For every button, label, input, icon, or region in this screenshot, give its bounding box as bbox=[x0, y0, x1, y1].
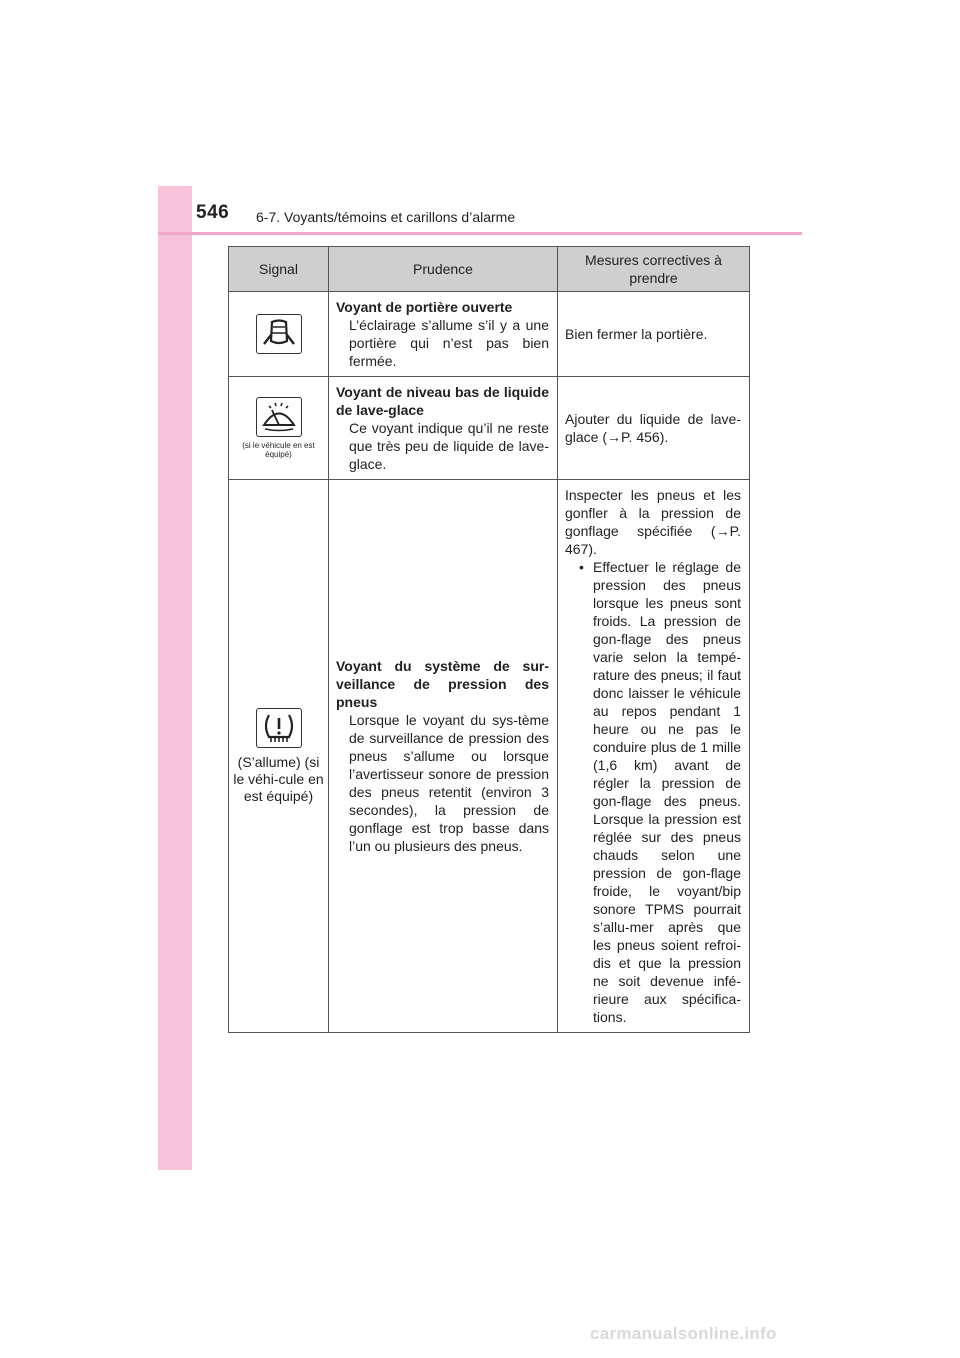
table-row bbox=[229, 292, 750, 377]
caution-title: Voyant du système de sur-veillance de pression des pneus bbox=[336, 658, 549, 710]
section-title: 6-7. Voyants/témoins et carillons d’alarme bbox=[256, 209, 516, 225]
column-header-actions: Mesures correctives à prendre bbox=[558, 247, 750, 292]
action-cell bbox=[558, 377, 750, 480]
pink-margin-band bbox=[158, 186, 192, 1170]
caution-text: Ce voyant indique qu’il ne reste que très peu de liquide de lave-glace. bbox=[349, 420, 549, 472]
signal-cell bbox=[229, 292, 329, 377]
signal-note: (S’allume) (si le véhi-cule en est équipé) bbox=[233, 753, 324, 804]
tire-pressure-warning-icon bbox=[256, 708, 302, 748]
watermark: carmanualsonline.info bbox=[590, 1324, 777, 1343]
prudence-cell bbox=[329, 480, 558, 1033]
caution-title: Voyant de niveau bas de liquide de lave-glace bbox=[336, 384, 549, 418]
warning-lights-table bbox=[228, 246, 750, 1033]
action-cell bbox=[558, 292, 750, 377]
prudence-cell bbox=[329, 292, 558, 377]
signal-note: (si le véhicule en est équipé) bbox=[242, 441, 315, 459]
low-washer-fluid-icon bbox=[256, 397, 302, 437]
table-row bbox=[229, 377, 750, 480]
prudence-cell bbox=[329, 377, 558, 480]
caution-text: Lorsque le voyant du sys-tème de surveillance de pression des pneus s’allume ou lorsque l’avertisseur sonore de pression des pneus retentit (environ 3 secondes), la pression de gonflage est trop basse dans l’un ou plusieurs des pneus. bbox=[349, 712, 549, 854]
action-cell bbox=[558, 480, 750, 1033]
action-bullet-text: Effectuer le réglage de pression des pneus lorsque les pneus sont froids. La pression de gon-flage des pneus varie selon la tempé-rature des pneus; il faut donc laisser le véhicule au repos pendant 1 heure ou ne pas le conduire plus de 1 mille (1,6 km) avant de régler la pression de gon-flage des pneus. Lorsque la pression est réglée sur des pneus chauds selon une pression de gon-flage froide, le voyant/bip sonore TPMS pourrait s’allu-mer après que les pneus soient refroi-dis et que la pression ne soit devenue infé-rieure aux spécifica-tions. bbox=[593, 559, 741, 1025]
action-bullet bbox=[565, 558, 741, 1026]
table-row bbox=[229, 480, 750, 1033]
door-open-warning-icon bbox=[256, 314, 302, 354]
signal-cell bbox=[229, 377, 329, 480]
header-rule bbox=[158, 232, 802, 235]
caution-text: L’éclairage s’allume s’il y a une portière qui n’est pas bien fermée. bbox=[349, 317, 549, 369]
column-header-signal: Signal bbox=[229, 247, 329, 292]
caution-title: Voyant de portière ouverte bbox=[336, 299, 513, 315]
table-header-row bbox=[229, 247, 750, 292]
bullet-marker: • bbox=[579, 559, 584, 575]
column-header-prudence: Prudence bbox=[329, 247, 558, 292]
action-text: Bien fermer la portière. bbox=[565, 326, 708, 342]
signal-cell bbox=[229, 480, 329, 1033]
action-text: Ajouter du liquide de lave-glace (→P. 456). bbox=[565, 411, 741, 445]
action-text: Inspecter les pneus et les gonfler à la pression de gonflage spécifiée (→P. 467). bbox=[565, 487, 741, 557]
page-number: 546 bbox=[196, 202, 230, 223]
